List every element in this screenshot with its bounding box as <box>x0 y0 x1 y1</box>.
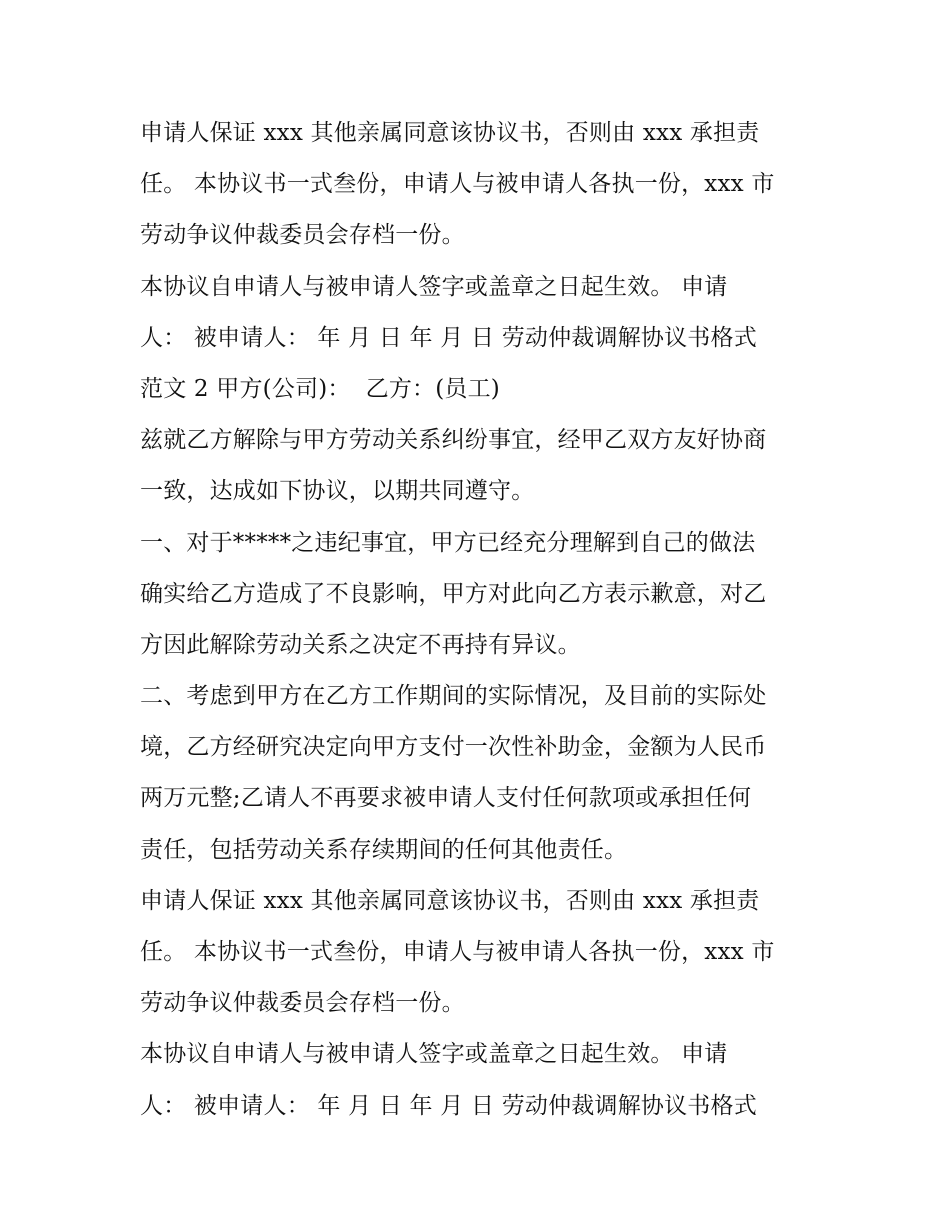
text-line: 人： 被申请人： 年 月 日 年 月 日 劳动仲裁调解协议书格式 <box>140 1092 757 1119</box>
text-line: 本协议自申请人与被申请人签字或盖章之日起生效。 申请 <box>140 273 728 300</box>
text-line: 劳动争议仲裁委员会存档一份。 <box>140 222 465 249</box>
text-line: 人： 被申请人： 年 月 日 年 月 日 劳动仲裁调解协议书格式 <box>140 324 757 351</box>
text-line: 范文 2 甲方(公司)： 乙方：(员工) <box>140 375 500 402</box>
text-line: 方因此解除劳动关系之决定不再持有异议。 <box>140 631 581 658</box>
text-line: 一、对于*****之违纪事宜，甲方已经充分理解到自己的做法 <box>140 529 756 556</box>
text-line: 任。 本协议书一式叁份，申请人与被申请人各执一份，xxx 市 <box>140 939 775 965</box>
text-line: 责任，包括劳动关系存续期间的任何其他责任。 <box>140 836 628 863</box>
text-line: 本协议自申请人与被申请人签字或盖章之日起生效。 申请 <box>140 1041 728 1068</box>
text-line: 申请人保证 xxx 其他亲属同意该协议书，否则由 xxx 承担责 <box>140 887 760 914</box>
text-line: 劳动争议仲裁委员会存档一份。 <box>140 990 465 1017</box>
text-line: 兹就乙方解除与甲方劳动关系纠纷事宜，经甲乙双方友好协商 <box>140 427 767 454</box>
text-line: 境，乙方经研究决定向甲方支付一次性补助金，金额为人民币 <box>140 734 767 761</box>
text-line: 确实给乙方造成了不良影响，甲方对此向乙方表示歉意，对乙 <box>140 580 767 607</box>
text-line: 一致，达成如下协议，以期共同遵守。 <box>140 478 535 505</box>
text-line: 申请人保证 xxx 其他亲属同意该协议书，否则由 xxx 承担责 <box>140 120 760 146</box>
text-line: 二、考虑到甲方在乙方工作期间的实际情况，及目前的实际处 <box>140 683 767 710</box>
text-line: 任。 本协议书一式叁份，申请人与被申请人各执一份，xxx 市 <box>140 171 775 198</box>
text-line: 两万元整;乙请人不再要求被申请人支付任何款项或承担任何 <box>140 785 752 812</box>
document-body <box>140 108 820 1132</box>
